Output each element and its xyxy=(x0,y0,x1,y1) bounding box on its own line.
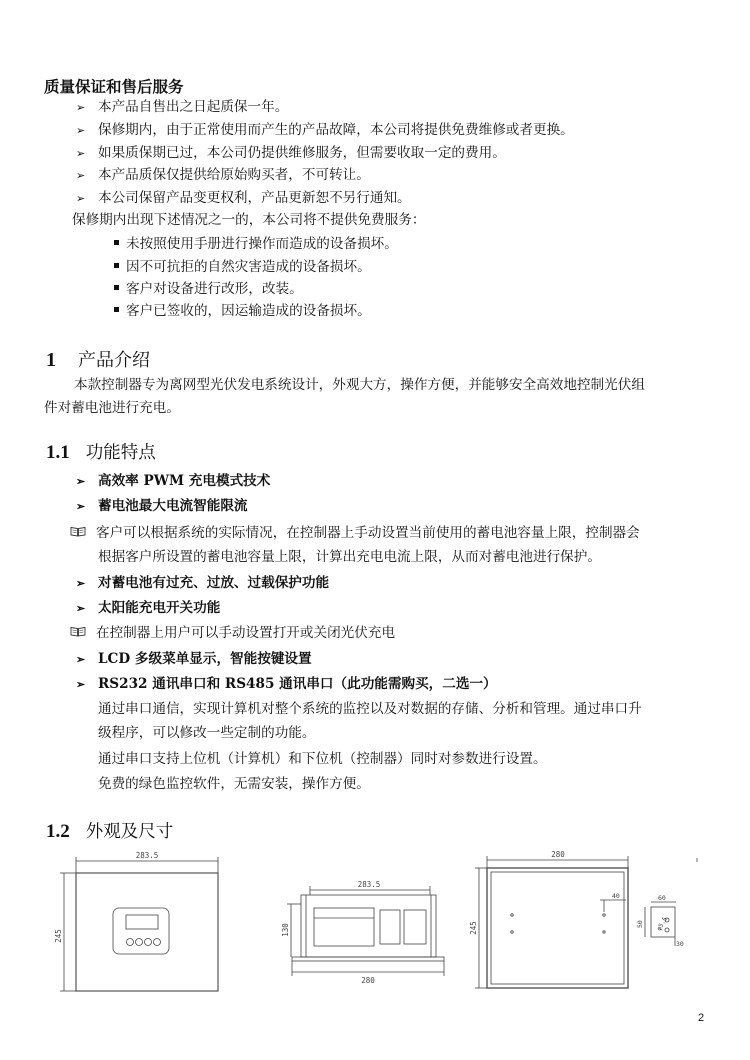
dimension-label: 50 xyxy=(636,920,644,928)
warranty-item: ➢ 保修期内，由于正常使用而产生的产品故障，本公司将提供免费维修或者更换。 xyxy=(76,119,574,142)
warranty-item: ➢ 本产品质保仅提供给原始购买者，不可转让。 xyxy=(76,164,370,187)
paragraph-line: 免费的绿色监控软件，无需安装，操作方便。 xyxy=(98,776,370,792)
note-line: 根据客户所设置的蓄电池容量上限，计算出充电电流上限，从而对蓄电池进行保护。 xyxy=(98,549,601,565)
feature-item: ➢ 高效率 PWM 充电模式技术 xyxy=(76,470,270,493)
square-bullet-icon xyxy=(114,263,119,268)
square-bullet-icon xyxy=(114,285,119,290)
dimension-label: 245 xyxy=(54,929,63,943)
feature-item: ➢ 太阳能充电开关功能 xyxy=(76,597,220,620)
feature-item: ➢ 蓄电池最大电流智能限流 xyxy=(76,495,248,518)
dimension-label: 283.5 xyxy=(135,851,159,860)
exclusion-item: 未按照使用手册进行操作而造成的设备损坏。 xyxy=(114,233,398,255)
subsection-heading: 1.1 功能特点 xyxy=(46,442,156,463)
top-view-drawing xyxy=(287,886,444,976)
exclusion-item: 因不可抗拒的自然灾害造成的设备损坏。 xyxy=(114,256,371,278)
dimension-label: 280 xyxy=(551,850,565,859)
warranty-item: ➢ 如果质保期已过，本公司仍提供维修服务，但需要收取一定的费用。 xyxy=(76,142,506,165)
square-bullet-icon xyxy=(114,307,119,312)
arrow-bullet-icon: ➢ xyxy=(76,192,86,205)
warranty-item: ➢ 本产品自售出之日起质保一年。 xyxy=(76,96,288,119)
subsection-heading: 1.2 外观及尺寸 xyxy=(46,821,174,842)
feature-item: ➢ LCD 多级菜单显示，智能按键设置 xyxy=(76,648,312,671)
dimension-label: 60 xyxy=(658,894,666,902)
warranty-item: ➢ 本公司保留产品变更权利，产品更新恕不另行通知。 xyxy=(76,187,411,210)
paragraph-line: 件对蓄电池进行充电。 xyxy=(44,400,180,416)
dimension-label: 40 xyxy=(612,892,620,900)
arrow-bullet-icon: ➢ xyxy=(76,475,86,488)
dimension-label: 130 xyxy=(281,923,290,937)
dimension-label: 245 xyxy=(469,921,478,935)
arrow-bullet-icon: ➢ xyxy=(76,678,86,691)
page-number: 2 xyxy=(698,1012,705,1024)
arrow-bullet-icon: ➢ xyxy=(76,577,86,590)
paragraph-line: 级程序，可以修改一些定制的功能。 xyxy=(98,725,316,741)
paragraph-line: 通过串口通信，实现计算机对整个系统的监控以及对数据的存储、分析和管理。通过串口升 xyxy=(98,701,642,717)
dimension-label: 30 xyxy=(676,940,684,948)
dimension-label: 280 xyxy=(361,976,375,985)
arrow-bullet-icon: ➢ xyxy=(76,147,86,160)
dimension-label: 283.5 xyxy=(357,880,381,889)
open-book-icon xyxy=(70,626,86,637)
arrow-bullet-icon: ➢ xyxy=(76,124,86,137)
exclusion-item: 客户已签收的，因运输造成的设备损坏。 xyxy=(114,300,371,322)
feature-item: ➢ RS232 通讯串口和 RS485 通讯串口（此功能需购买，二选一） xyxy=(76,673,497,696)
paragraph-line: 本款控制器专为离网型光伏发电系统设计，外观大方，操作方便，并能够安全高效地控制光伏组 xyxy=(74,377,645,393)
dimension-label: φ5.5 xyxy=(655,915,669,932)
front-view-drawing xyxy=(60,857,218,991)
feature-item: ➢ 对蓄电池有过充、过放、过载保护功能 xyxy=(76,572,329,595)
note-item: 在控制器上用户可以手动设置打开或关闭光伏充电 xyxy=(70,622,395,644)
arrow-bullet-icon: ➢ xyxy=(76,500,86,513)
arrow-bullet-icon: ➢ xyxy=(76,653,86,666)
paragraph-line: 通过串口支持上位机（计算机）和下位机（控制器）同时对参数进行设置。 xyxy=(98,751,547,767)
arrow-bullet-icon: ➢ xyxy=(76,602,86,615)
square-bullet-icon xyxy=(114,240,119,245)
dimension-drawings xyxy=(0,848,750,998)
arrow-bullet-icon: ➢ xyxy=(76,169,86,182)
open-book-icon xyxy=(70,526,86,537)
exclusion-intro: 保修期内出现下述情况之一的，本公司将不提供免费服务： xyxy=(72,212,426,228)
warranty-title: 质量保证和售后服务 xyxy=(44,77,184,96)
exclusion-item: 客户对设备进行改形，改装。 xyxy=(114,278,303,300)
arrow-bullet-icon: ➢ xyxy=(76,101,86,114)
note-item: 客户可以根据系统的实际情况，在控制器上手动设置当前使用的蓄电池容量上限，控制器会 xyxy=(70,522,640,544)
section-heading: 1 产品介绍 xyxy=(46,349,150,371)
